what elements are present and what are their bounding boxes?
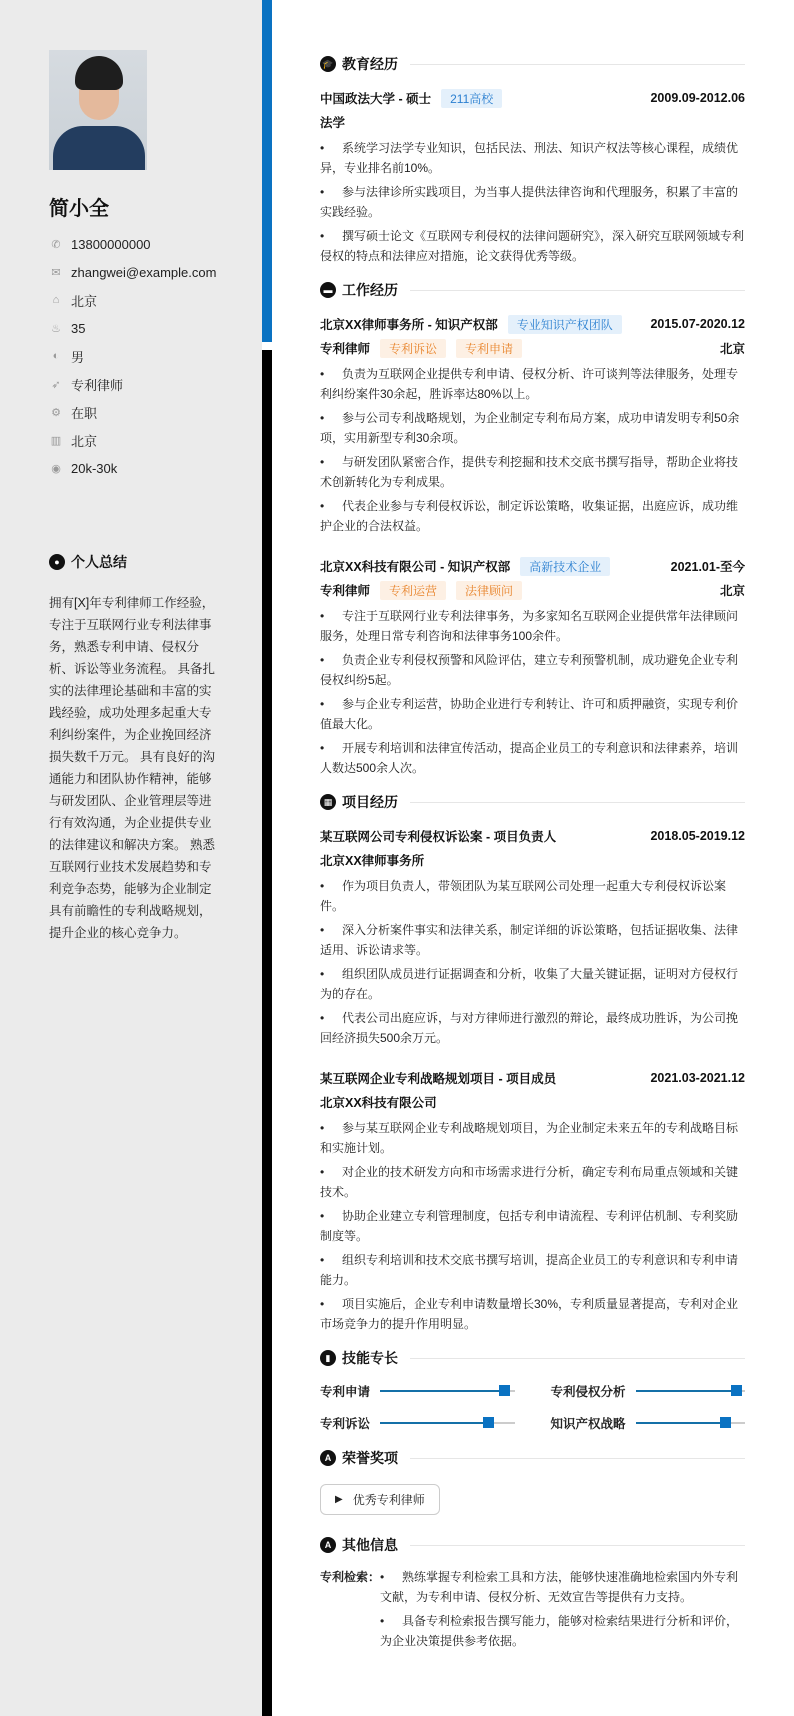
project-org: 北京XX科技有限公司 <box>320 1096 437 1110</box>
bullet-list <box>320 138 745 266</box>
skills-title: 技能专长 <box>342 1350 398 1366</box>
bullet-item: • 组织团队成员进行证据调查和分析，收集了大量关键证据，证明对方侵权行为的存在。 <box>320 964 745 1004</box>
row-left <box>320 581 522 600</box>
projects-title: 项目经历 <box>342 794 398 810</box>
bullet-list <box>320 364 745 536</box>
other-item: • 具备专利检索报告撰写能力，能够对检索结果进行分析和评价，为企业决策提供参考依据。 <box>380 1611 745 1651</box>
skill-item <box>551 1412 746 1434</box>
education-date: 2009.09-2012.06 <box>650 91 745 105</box>
bullet-list <box>320 606 745 778</box>
bullet-item: • 专注于互联网行业专利法律事务，为多家知名互联网企业提供常年法律顾问服务，处理日常专利咨询和法律事务100余件。 <box>320 606 745 646</box>
work-title: 工作经历 <box>342 282 398 298</box>
project-header <box>320 824 745 848</box>
summary-section <box>49 552 219 944</box>
skill-knob[interactable] <box>720 1417 731 1428</box>
company-tag: 高新技术企业 <box>520 557 610 576</box>
contact-info-list <box>49 230 216 482</box>
gender-icon: ◐ <box>52 350 60 362</box>
gear-icon: ⚙ <box>51 406 61 419</box>
contact-text: 北京 <box>71 433 98 449</box>
bullet-item: • 参与某互联网企业专利战略规划项目，为企业制定未来五年的专利战略目标和实施计划。 <box>320 1118 745 1158</box>
school-name: 中国政法大学 - 硕士 <box>320 92 432 106</box>
project-org-row <box>320 848 745 872</box>
company-name: 北京XX律师事务所 - 知识产权部 <box>320 318 498 332</box>
education-title: 教育经历 <box>342 56 398 72</box>
skill-slider[interactable] <box>636 1390 745 1392</box>
contact-text: 20k-30k <box>71 460 118 476</box>
project-name: 某互联网公司专利侵权诉讼案 - 项目负责人 <box>320 830 557 844</box>
avatar-photo <box>49 50 147 170</box>
bullet-item: • 参与公司专利战略规划，为企业制定专利布局方案，成功申请发明专利50余项，实用新型专利30余项。 <box>320 408 745 448</box>
section-divider <box>410 1358 745 1359</box>
contact-item <box>49 398 216 426</box>
job-header <box>320 312 745 336</box>
job-date: 2015.07-2020.12 <box>650 317 745 331</box>
contact-text: 专利律师 <box>71 377 124 393</box>
skill-name: 专利诉讼 <box>320 1417 371 1431</box>
contact-item <box>49 286 216 314</box>
award-item[interactable] <box>320 1484 440 1515</box>
company-name: 北京XX科技有限公司 - 知识产权部 <box>320 560 511 574</box>
bullet-item: • 开展专利培训和法律宣传活动，提高企业员工的专利意识和法律素养，培训人数达500余人次。 <box>320 738 745 778</box>
home-icon: ⌂ <box>52 294 60 306</box>
skill-fill <box>636 1390 737 1392</box>
bullet-item: • 作为项目负责人，带领团队为某互联网公司处理一起重大专利侵权诉讼案件。 <box>320 876 745 916</box>
role-tag: 专利运营 <box>380 581 446 600</box>
bullet-item: • 撰写硕士论文《互联网专利侵权的法律问题研究》，深入研究互联网领域专利侵权的特点和法律应对措施，论文获得优秀等级。 <box>320 226 745 266</box>
user-icon: ● <box>49 554 65 570</box>
work-header <box>320 280 745 300</box>
contact-text: zhangwei@example.com <box>71 264 217 280</box>
bullet-item: • 项目实施后，企业专利申请数量增长30%，专利质量显著提高，专利对企业市场竞争力的提升作用明显。 <box>320 1294 745 1334</box>
contact-item <box>49 258 216 286</box>
contact-text: 北京 <box>71 293 98 309</box>
bullet-list <box>320 876 745 1048</box>
main-content <box>320 40 745 1655</box>
briefcase-icon: ▬ <box>320 282 336 298</box>
skill-item <box>320 1412 515 1434</box>
bullet-item: • 协助企业建立专利管理制度，包括专利申请流程、专利评估机制、专利奖励制度等。 <box>320 1206 745 1246</box>
mail-icon: ✉ <box>51 266 61 279</box>
contact-text: 13800000000 <box>71 236 151 252</box>
contact-text: 35 <box>71 320 86 336</box>
skill-knob[interactable] <box>483 1417 494 1428</box>
contact-item <box>49 370 216 398</box>
major: 法学 <box>320 116 346 130</box>
job-city: 北京 <box>719 584 745 598</box>
skill-knob[interactable] <box>499 1385 510 1396</box>
job-role: 专利律师 <box>320 584 371 598</box>
bullet-item: • 负责企业专利侵权预警和风险评估，建立专利预警机制，成功避免企业专利侵权纠纷5起。 <box>320 650 745 690</box>
row-left <box>320 315 622 334</box>
skill-knob[interactable] <box>731 1385 742 1396</box>
role-tag: 专利申请 <box>456 339 522 358</box>
education-header <box>320 54 745 74</box>
phone-icon: ✆ <box>51 238 61 251</box>
job-date: 2021.01-至今 <box>670 560 745 574</box>
job-role-row <box>320 578 745 602</box>
role-tag: 专利诉讼 <box>380 339 446 358</box>
contact-item <box>49 342 216 370</box>
awards-title: 荣誉奖项 <box>342 1450 398 1466</box>
job-role-row <box>320 336 745 360</box>
graduation-cap-icon: 🎓 <box>320 56 336 72</box>
job-header <box>320 554 745 578</box>
other-info <box>320 1567 745 1655</box>
job-role: 专利律师 <box>320 342 371 356</box>
school-tag: 211高校 <box>441 89 502 108</box>
bullet-item: • 系统学习法学专业知识，包括民法、刑法、知识产权法等核心课程，成绩优异，专业排名前10%。 <box>320 138 745 178</box>
bullet-item: • 参与法律诊所实践项目，为当事人提供法律咨询和代理服务，积累了丰富的实践经验。 <box>320 182 745 222</box>
send-icon: ➶ <box>51 378 61 391</box>
skill-item <box>551 1380 746 1402</box>
skills-grid <box>320 1380 745 1434</box>
candidate-name: 简小全 <box>49 198 109 220</box>
other-label: 专利检索： <box>320 1570 381 1584</box>
project-name: 某互联网企业专利战略规划项目 - 项目成员 <box>320 1072 557 1086</box>
contact-text: 在职 <box>71 405 98 421</box>
play-icon: ▶ <box>335 1494 343 1505</box>
major-row <box>320 110 745 134</box>
skill-slider[interactable] <box>380 1422 514 1424</box>
project-date: 2018.05-2019.12 <box>650 829 745 843</box>
other-list <box>380 1567 745 1655</box>
building-icon: ▥ <box>50 434 62 447</box>
contact-text: 男 <box>71 349 85 365</box>
award-label: 优秀专利律师 <box>352 1493 425 1507</box>
skill-name: 知识产权战略 <box>550 1417 626 1431</box>
job-city: 北京 <box>719 342 745 356</box>
project-org: 北京XX律师事务所 <box>320 854 425 868</box>
contact-item <box>49 314 216 342</box>
divider-bar <box>262 350 272 1716</box>
other-item: • 熟练掌握专利检索工具和方法，能够快速准确地检索国内外专利文献，为专利申请、侵权分析、无效宣告等提供有力支持。 <box>380 1567 745 1607</box>
other-title: 其他信息 <box>342 1537 398 1553</box>
skill-slider[interactable] <box>380 1390 514 1392</box>
bullet-list <box>320 1118 745 1334</box>
bullet-item: • 代表企业参与专利侵权诉讼，制定诉讼策略，收集证据，出庭应诉，成功维护企业的合法权益。 <box>320 496 745 536</box>
skill-fill <box>636 1422 726 1424</box>
summary-title: 个人总结 <box>71 554 127 570</box>
bullet-item: • 深入分析案件事实和法律关系，制定详细的诉讼策略，包括证据收集、法律适用、诉讼请求等。 <box>320 920 745 960</box>
info-icon: A <box>320 1537 336 1553</box>
money-icon: ◉ <box>51 462 61 475</box>
accent-bar <box>262 0 272 342</box>
projects-header <box>320 792 745 812</box>
section-divider <box>410 64 745 65</box>
cake-icon: ♨ <box>51 322 61 335</box>
row-left <box>320 557 610 576</box>
project-header <box>320 1066 745 1090</box>
contact-item <box>49 454 216 482</box>
award-icon: A <box>320 1450 336 1466</box>
section-divider <box>410 290 745 291</box>
bullet-item: • 组织专利培训和技术交底书撰写培训，提高企业员工的专利意识和专利申请能力。 <box>320 1250 745 1290</box>
contact-item <box>49 230 216 258</box>
section-divider <box>410 1458 745 1459</box>
awards-header <box>320 1448 745 1468</box>
skill-fill <box>380 1422 488 1424</box>
skill-item <box>320 1380 515 1402</box>
skill-slider[interactable] <box>636 1422 745 1424</box>
sidebar <box>0 0 262 1716</box>
section-divider <box>410 1545 745 1546</box>
bullet-item: • 代表公司出庭应诉，与对方律师进行激烈的辩论，最终成功胜诉，为公司挽回经济损失500余万元。 <box>320 1008 745 1048</box>
bullet-item: • 与研发团队紧密合作，提供专利挖掘和技术交底书撰写指导，帮助企业将技术创新转化为专利成果。 <box>320 452 745 492</box>
skill-fill <box>380 1390 504 1392</box>
other-header <box>320 1535 745 1555</box>
bullet-item: • 负责为互联网企业提供专利申请、侵权分析、许可谈判等法律服务，处理专利纠纷案件30余起，胜诉率达80%以上。 <box>320 364 745 404</box>
education-row <box>320 86 745 110</box>
grid-icon: ▦ <box>320 794 336 810</box>
role-tag: 法律顾问 <box>456 581 522 600</box>
row-left <box>320 89 502 108</box>
company-tag: 专业知识产权团队 <box>508 315 622 334</box>
skills-header <box>320 1348 745 1368</box>
contact-item <box>49 426 216 454</box>
bullet-item: • 对企业的技术研发方向和市场需求进行分析，确定专利布局重点领域和关键技术。 <box>320 1162 745 1202</box>
summary-text: 拥有[X]年专利律师工作经验，专注于互联网行业专利法律事务，熟悉专利申请、侵权分析、诉讼等业务流程。 具备扎实的法律理论基础和丰富的实践经验，成功处理多起重大专利纠纷案件，为企业挽回经济损失数千万元。 具有良好的沟通能力和团队协作精神，能够与研发团队、企业管理层等进行有效沟通，为企业提供专业的法律建议和解决方案。 熟悉互联网行业技术发展趋势和专利竞争态势，能够为企业制定具有前瞻性的专利战略规划，提升企业的核心竞争力。 <box>49 596 215 940</box>
skill-name: 专利侵权分析 <box>550 1385 626 1399</box>
row-left <box>320 339 522 358</box>
project-org-row <box>320 1090 745 1114</box>
bullet-item: • 参与企业专利运营，协助企业进行专利转让、许可和质押融资，实现专利价值最大化。 <box>320 694 745 734</box>
skill-name: 专利申请 <box>320 1385 371 1399</box>
bar-chart-icon: ▮ <box>320 1350 336 1366</box>
project-date: 2021.03-2021.12 <box>650 1071 745 1085</box>
section-divider <box>410 802 745 803</box>
